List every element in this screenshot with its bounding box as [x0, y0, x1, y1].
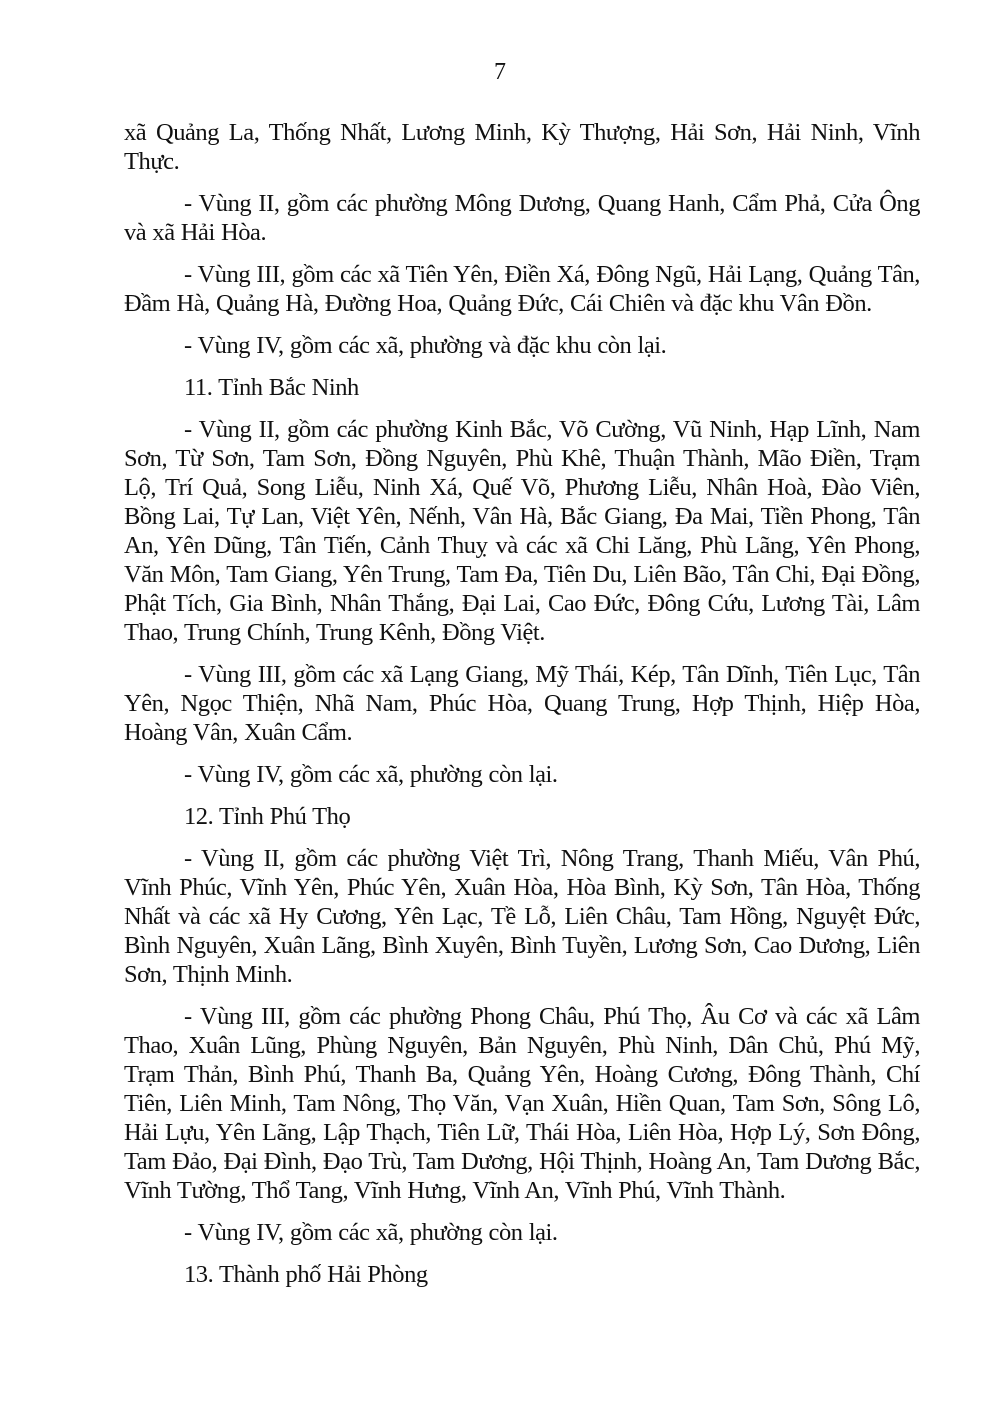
- paragraph-bac-ninh-vung-3: - Vùng III, gồm các xã Lạng Giang, Mỹ Thái, Kép, Tân Dĩnh, Tiên Lục, Tân Yên, Ngọc Thiện, Nhã Nam, Phúc Hòa, Quang Trung, Hợp Thịnh, Hiệp Hòa, Hoàng Vân, Xuân Cẩm.: [124, 661, 920, 746]
- section-heading-phu-tho: 12. Tỉnh Phú Thọ: [184, 803, 351, 830]
- paragraph-quang-ninh-vung-2: - Vùng II, gồm các phường Mông Dương, Quang Hanh, Cẩm Phả, Cửa Ông và xã Hải Hòa.: [124, 190, 920, 246]
- document-body: [124, 118, 920, 1302]
- paragraph-quang-ninh-vung-1-continued: xã Quảng La, Thống Nhất, Lương Minh, Kỳ Thượng, Hải Sơn, Hải Ninh, Vĩnh Thực.: [124, 119, 920, 175]
- paragraph-phu-tho-vung-4: - Vùng IV, gồm các xã, phường còn lại.: [184, 1219, 558, 1246]
- paragraph-quang-ninh-vung-4: - Vùng IV, gồm các xã, phường và đặc khu còn lại.: [184, 332, 667, 359]
- paragraph-bac-ninh-vung-2: - Vùng II, gồm các phường Kinh Bắc, Võ Cường, Vũ Ninh, Hạp Lĩnh, Nam Sơn, Từ Sơn, Tam Sơn, Đồng Nguyên, Phù Khê, Thuận Thành, Mão Điền, Trạm Lộ, Trí Quả, Song Liễu, Ninh Xá, Quế Võ, Phương Liễu, Nhân Hoà, Đào Viên, Bồng Lai, Tự Lan, Việt Yên, Nếnh, Vân Hà, Bắc Giang, Đa Mai, Tiền Phong, Tân An, Yên Dũng, Tân Tiến, Cảnh Thuỵ và các xã Chi Lăng, Phù Lãng, Yên Phong, Văn Môn, Tam Giang, Yên Trung, Tam Đa, Tiên Du, Liên Bão, Tân Chi, Đại Đồng, Phật Tích, Gia Bình, Nhân Thắng, Đại Lai, Cao Đức, Đông Cứu, Lương Tài, Lâm Thao, Trung Chính, Trung Kênh, Đồng Việt.: [124, 416, 920, 646]
- paragraph-quang-ninh-vung-3: - Vùng III, gồm các xã Tiên Yên, Điền Xá, Đông Ngũ, Hải Lạng, Quảng Tân, Đầm Hà, Quảng Hà, Đường Hoa, Quảng Đức, Cái Chiên và đặc khu Vân Đồn.: [124, 261, 920, 317]
- paragraph-phu-tho-vung-2: - Vùng II, gồm các phường Việt Trì, Nông Trang, Thanh Miếu, Vân Phú, Vĩnh Phúc, Vĩnh Yên, Phúc Yên, Xuân Hòa, Hòa Bình, Kỳ Sơn, Tân Hòa, Thống Nhất và các xã Hy Cương, Yên Lạc, Tề Lỗ, Liên Châu, Tam Hồng, Nguyệt Đức, Bình Nguyên, Xuân Lãng, Bình Xuyên, Bình Tuyền, Lương Sơn, Cao Dương, Liên Sơn, Thịnh Minh.: [124, 845, 920, 988]
- paragraph-bac-ninh-vung-4: - Vùng IV, gồm các xã, phường còn lại.: [184, 761, 558, 788]
- section-heading-bac-ninh: 11. Tỉnh Bắc Ninh: [184, 374, 359, 401]
- paragraph-phu-tho-vung-3: - Vùng III, gồm các phường Phong Châu, Phú Thọ, Âu Cơ và các xã Lâm Thao, Xuân Lũng, Phùng Nguyên, Bản Nguyên, Phù Ninh, Dân Chủ, Phú Mỹ, Trạm Thản, Bình Phú, Thanh Ba, Quảng Yên, Hoàng Cương, Đông Thành, Chí Tiên, Liên Minh, Tam Nông, Thọ Văn, Vạn Xuân, Hiền Quan, Tam Sơn, Sông Lô, Hải Lựu, Yên Lãng, Lập Thạch, Tiên Lữ, Thái Hòa, Liên Hòa, Hợp Lý, Sơn Đông, Tam Đảo, Đại Đình, Đạo Trù, Tam Dương, Hội Thịnh, Hoàng An, Tam Dương Bắc, Vĩnh Tường, Thổ Tang, Vĩnh Hưng, Vĩnh An, Vĩnh Phú, Vĩnh Thành.: [124, 1003, 920, 1204]
- page-number: 7: [494, 59, 506, 85]
- section-heading-hai-phong: 13. Thành phố Hải Phòng: [184, 1261, 428, 1288]
